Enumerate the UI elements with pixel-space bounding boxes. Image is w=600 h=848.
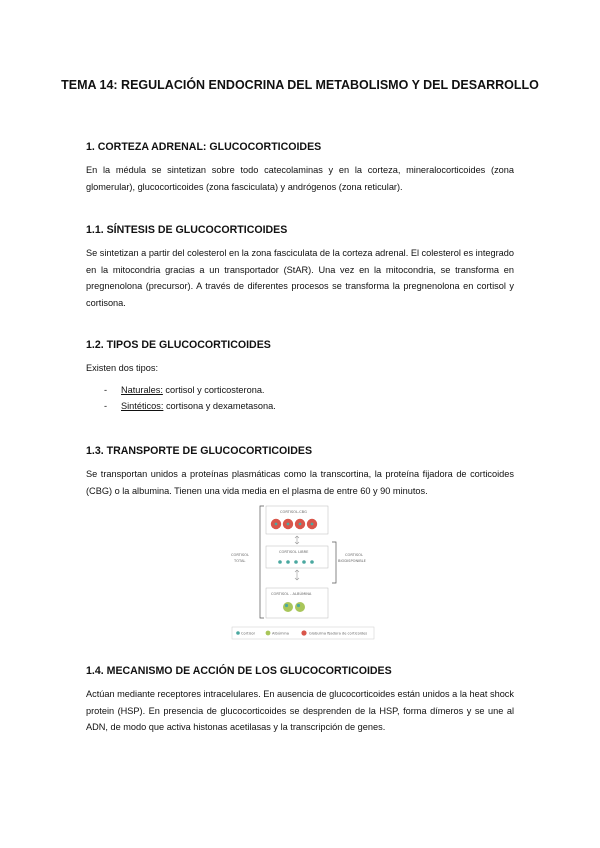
section-paragraph-sintesis: Se sintetizan a partir del colesterol en la zona fasciculata de la corteza adrenal. El colesterol es integrado en la mitocondria gracias a un transportador (StAR). Una vez en la mitocondria, se transforma en pregnenolona (precursor). A través de diferentes procesos se transforma la pregnenolona en cortisol y cortisona.: [86, 248, 514, 308]
transport-figure: [226, 500, 376, 642]
cbg-cortisol-3: [299, 523, 302, 526]
list-dash: -: [104, 385, 108, 395]
equilibrium-arrow-1: [295, 536, 299, 544]
free-row-label: CORTISOL LIBRE: [279, 550, 309, 554]
total-bracket: [260, 506, 264, 618]
legend-cbg-swatch: [301, 630, 306, 635]
cbg-cortisol-2: [287, 523, 290, 526]
albumin-complex-1: [283, 602, 293, 612]
section-heading-mecanismo: 1.4. MECANISMO DE ACCIÓN DE LOS GLUCOCORTICOIDES: [86, 665, 392, 677]
free-cortisol-4: [302, 560, 306, 564]
legend-cortisol-label: Cortisol: [241, 631, 255, 636]
left-label-line-2: TOTAL: [234, 559, 246, 563]
right-label-line-2: BIODISPONIBLE: [338, 559, 366, 563]
legend-albumin-label: Albúmina: [272, 631, 289, 636]
section-heading-sintesis: 1.1. SÍNTESIS DE GLUCOCORTICOIDES: [86, 224, 288, 236]
legend-albumin-swatch: [266, 631, 271, 636]
list-desc: cortisol y corticosterona.: [162, 385, 265, 395]
section-paragraph-tipos: Existen dos tipos:: [86, 363, 159, 373]
free-cortisol-2: [286, 560, 290, 564]
section-heading-corteza-adrenal: 1. CORTEZA ADRENAL: GLUCOCORTICOIDES: [86, 141, 322, 153]
section-heading-tipos: 1.2. TIPOS DE GLUCOCORTICOIDES: [86, 339, 271, 351]
cbg-cortisol-4: [311, 523, 314, 526]
list-item: [104, 383, 276, 399]
legend-cbg-label: Globulina fijadora de corticoides: [309, 631, 368, 636]
albumin-complex-2: [295, 602, 305, 612]
list-desc: cortisona y dexametasona.: [163, 400, 276, 411]
list-term: Naturales:: [121, 385, 163, 395]
equilibrium-arrow-2: [295, 570, 299, 580]
section-paragraph-corteza-adrenal: En la médula se sintetizan sobre todo catecolaminas y en la corteza, mineralocorticoides (zona glomerular), glucocorticoides (zona fasciculata) y andrógenos (zona reticular).: [86, 165, 514, 192]
left-label-line-1: CORTISOL: [231, 553, 249, 557]
free-cortisol-5: [310, 560, 314, 564]
right-label-line-1: CORTISOL: [345, 553, 363, 557]
list-item: [104, 399, 276, 415]
list-term: Sintéticos:: [121, 400, 164, 411]
cbg-row-label: CORTISOL-CBG: [280, 510, 307, 514]
albumin-cortisol-2: [297, 604, 300, 607]
section-paragraph-transporte: Se transportan unidos a proteínas plasmáticas como la transcortina, la proteína fijadora de corticoides (CBG) o la albumina. Tienen una vida media en el plasma de entre 60 y 90 minutos.: [86, 469, 514, 496]
albumin-row-label: CORTISOL - ALBÚMINA: [271, 592, 312, 596]
legend-cortisol-swatch: [236, 631, 240, 635]
page-title: TEMA 14: REGULACIÓN ENDOCRINA DEL METABOLISMO Y DEL DESARROLLO: [61, 78, 539, 92]
list-dash: -: [104, 400, 108, 411]
free-cortisol-3: [294, 560, 298, 564]
tipos-list: [104, 383, 276, 414]
bioavailable-bracket: [332, 542, 336, 583]
cbg-cortisol-1: [275, 523, 278, 526]
section-paragraph-mecanismo: Actúan mediante receptores intracelulares. En ausencia de glucocorticoides están unidos a la heat shock protein (HSP). En presencia de glucocorticoides se desprenden de la HSP, forma dímeros y se une al ADN, de modo que activa histonas acetilasas y la transcripción de genes.: [86, 689, 514, 733]
albumin-cortisol-1: [285, 604, 288, 607]
free-cortisol-1: [278, 560, 282, 564]
section-heading-transporte: 1.3. TRANSPORTE DE GLUCOCORTICOIDES: [86, 445, 313, 457]
